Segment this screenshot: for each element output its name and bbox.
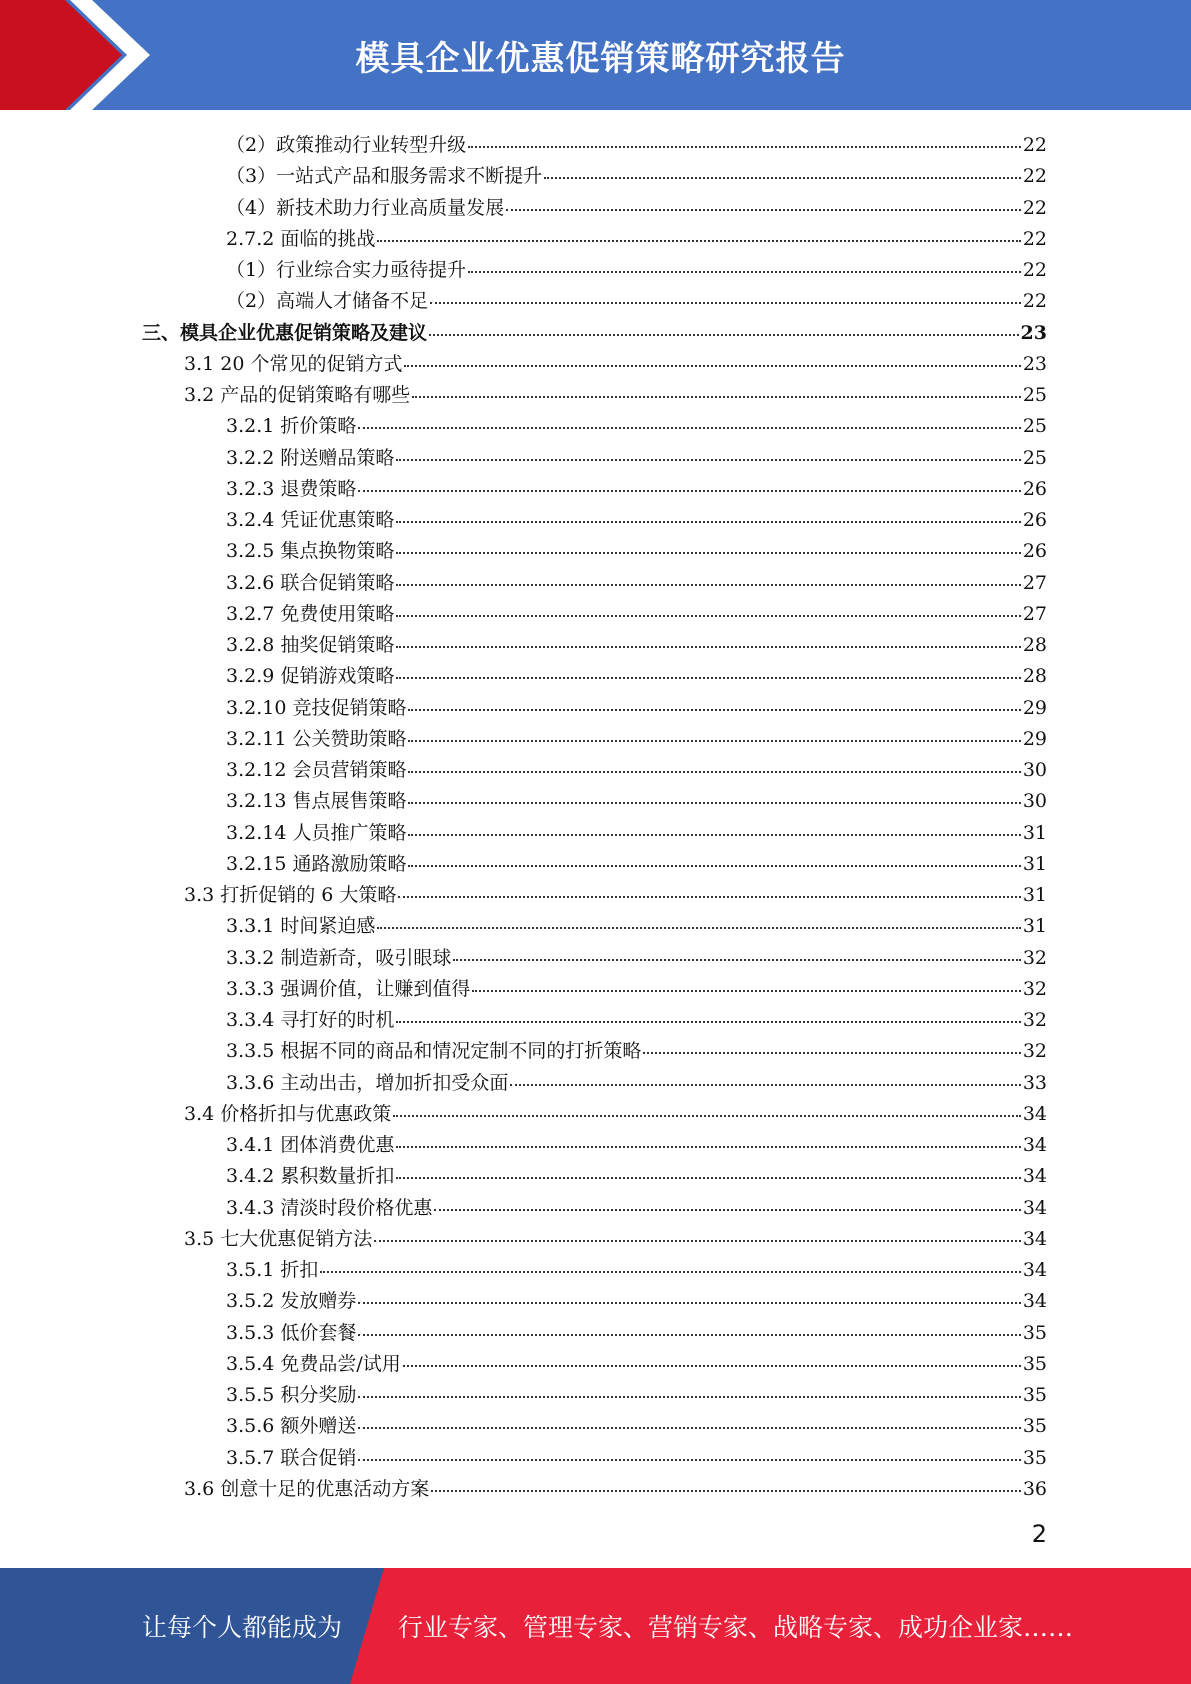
toc-entry[interactable] [226, 1440, 1047, 1471]
toc-entry[interactable] [142, 315, 1047, 346]
toc-leader-dots [403, 1343, 1021, 1367]
toc-entry[interactable] [226, 658, 1047, 689]
toc-entry[interactable] [226, 471, 1047, 502]
toc-entry-page: 22 [1022, 227, 1047, 250]
toc-entry[interactable] [184, 1096, 1047, 1127]
toc-leader-dots [396, 1155, 1020, 1179]
toc-entry-page: 33 [1022, 1071, 1047, 1094]
report-title: 模具企业优惠促销策略研究报告 [355, 38, 846, 79]
toc-entry-page: 29 [1022, 727, 1047, 750]
toc-entry-page: 34 [1022, 1165, 1047, 1188]
toc-leader-dots [358, 1374, 1020, 1398]
toc-entry-page: 25 [1022, 415, 1047, 438]
toc-entry-label: 3.2.8 抽奖促销策略 [226, 634, 395, 656]
toc-entry[interactable] [226, 940, 1047, 971]
toc-entry-page: 26 [1022, 540, 1047, 563]
toc-entry-page: 31 [1022, 821, 1047, 844]
toc-entry[interactable] [226, 908, 1047, 939]
toc-entry[interactable] [226, 627, 1047, 658]
toc-entry-label: 3.5.4 免费品尝/试用 [226, 1352, 401, 1375]
toc-entry-label: 3.3 打折促销的 6 大策略 [184, 884, 397, 906]
toc-leader-dots [404, 343, 1020, 367]
toc-entry-label: 3.3.2 制造新奇，吸引眼球 [226, 946, 452, 969]
toc-entry[interactable] [226, 1315, 1047, 1346]
toc-entry-label: 3.4 价格折扣与优惠政策 [184, 1102, 392, 1125]
toc-entry[interactable] [226, 1408, 1047, 1439]
toc-entry-page: 36 [1022, 1477, 1047, 1500]
toc-entry-page: 35 [1022, 1415, 1047, 1438]
toc-leader-dots [374, 1218, 1021, 1242]
toc-entry-page: 35 [1022, 1384, 1047, 1406]
toc-entry[interactable] [184, 377, 1047, 408]
toc-leader-dots [434, 1187, 1020, 1211]
toc-leader-dots [408, 812, 1020, 836]
toc-entry[interactable] [226, 283, 1047, 314]
toc-leader-dots [544, 155, 1021, 179]
toc-entry-page: 34 [1022, 1290, 1047, 1313]
toc-entry[interactable] [226, 1190, 1047, 1221]
toc-entry-page: 32 [1022, 1009, 1047, 1031]
toc-entry[interactable] [226, 190, 1047, 221]
toc-entry[interactable] [226, 1002, 1047, 1033]
toc-entry-page: 22 [1022, 290, 1047, 313]
toc-entry-label: （3）一站式产品和服务需求不断提升 [226, 165, 543, 188]
toc-entry-label: 3.2 产品的促销策略有哪些 [184, 384, 411, 406]
toc-leader-dots [408, 718, 1020, 742]
toc-entry-label: 3.3.1 时间紧迫感 [226, 915, 376, 938]
toc-entry-label: 三、模具企业优惠促销策略及建议 [142, 321, 428, 344]
toc-entry[interactable] [226, 1033, 1047, 1064]
toc-leader-dots [377, 905, 1020, 929]
toc-entry-label: 2.7.2 面临的挑战 [226, 227, 376, 250]
toc-leader-dots [320, 1249, 1020, 1273]
toc-entry-page: 32 [1022, 977, 1047, 1000]
toc-entry[interactable] [226, 1127, 1047, 1158]
toc-leader-dots [429, 312, 1019, 336]
toc-entry-label: 3.1 20 个常见的促销方式 [184, 352, 403, 375]
toc-entry-page: 30 [1022, 759, 1047, 781]
toc-entry[interactable] [226, 783, 1047, 814]
toc-entry-page: 27 [1022, 571, 1047, 594]
toc-entry-label: （2）政策推动行业转型升级 [226, 134, 467, 156]
toc-entry-page: 34 [1022, 1259, 1047, 1281]
toc-entry[interactable] [226, 565, 1047, 596]
toc-entry[interactable] [226, 440, 1047, 471]
toc-entry-label: 3.2.5 集点换物策略 [226, 540, 395, 563]
toc-entry[interactable] [184, 1221, 1047, 1252]
toc-entry-label: 3.2.12 会员营销策略 [226, 759, 407, 781]
toc-entry-label: 3.5.7 联合促销 [226, 1446, 357, 1469]
toc-entry[interactable] [184, 346, 1047, 377]
toc-entry[interactable] [226, 408, 1047, 439]
toc-leader-dots [396, 655, 1020, 679]
toc-leader-dots [396, 562, 1020, 586]
toc-entry[interactable] [226, 1346, 1047, 1377]
toc-leader-dots [468, 249, 1021, 273]
toc-entry-page: 31 [1022, 852, 1047, 875]
toc-entry-label: 3.2.6 联合促销策略 [226, 571, 395, 594]
toc-entry-label: （2）高端人才储备不足 [226, 290, 429, 313]
toc-leader-dots [358, 405, 1020, 429]
toc-leader-dots [430, 280, 1021, 304]
toc-entry-page: 34 [1022, 1196, 1047, 1219]
toc-leader-dots [358, 1280, 1020, 1304]
toc-entry[interactable] [226, 158, 1047, 189]
toc-entry[interactable] [226, 721, 1047, 752]
toc-entry-label: 3.2.4 凭证优惠策略 [226, 509, 395, 531]
toc-entry[interactable] [226, 252, 1047, 283]
toc-entry-page: 35 [1022, 1446, 1047, 1469]
toc-entry-page: 35 [1022, 1321, 1047, 1344]
toc-leader-dots [431, 1468, 1021, 1492]
toc-leader-dots [506, 187, 1021, 211]
toc-entry[interactable] [226, 752, 1047, 783]
toc-entry-page: 31 [1022, 915, 1047, 938]
toc-entry-label: 3.6 创意十足的优惠活动方案 [184, 1477, 430, 1500]
toc-entry-label: 3.2.14 人员推广策略 [226, 821, 407, 844]
toc-entry-label: 3.3.6 主动出击，增加折扣受众面 [226, 1071, 509, 1094]
toc-leader-dots [396, 624, 1020, 648]
toc-entry-page: 31 [1022, 884, 1047, 906]
toc-entry-page: 22 [1022, 165, 1047, 188]
toc-entry-label: 3.3.4 寻打好的时机 [226, 1009, 395, 1031]
toc-entry-label: 3.4.2 累积数量折扣 [226, 1165, 395, 1188]
toc-entry-page: 22 [1022, 196, 1047, 219]
toc-entry-label: 3.4.3 清淡时段价格优惠 [226, 1196, 433, 1219]
toc-entry[interactable] [226, 1158, 1047, 1189]
toc-entry-page: 32 [1022, 946, 1047, 969]
toc-leader-dots [358, 1405, 1020, 1429]
toc-entry-label: 3.2.9 促销游戏策略 [226, 665, 395, 688]
toc-leader-dots [408, 749, 1020, 773]
toc-leader-dots [408, 843, 1020, 867]
toc-entry-page: 23 [1022, 352, 1047, 375]
footer-slogan-right: 行业专家、管理专家、营销专家、战略专家、成功企业家…… [398, 1613, 1074, 1642]
toc-entry[interactable] [226, 1377, 1047, 1408]
toc-leader-dots [398, 874, 1020, 898]
toc-entry-label: 3.2.1 折价策略 [226, 415, 357, 438]
toc-entry-page: 25 [1022, 446, 1047, 469]
toc-entry[interactable] [226, 127, 1047, 158]
toc-entry-label: 3.2.2 附送赠品策略 [226, 446, 395, 469]
toc-entry-label: 3.5.5 积分奖励 [226, 1384, 357, 1406]
toc-entry-page: 25 [1022, 384, 1047, 406]
toc-entry-label: 3.2.10 竞技促销策略 [226, 696, 407, 719]
toc-leader-dots [412, 374, 1021, 398]
toc-entry-page: 34 [1022, 1227, 1047, 1250]
toc-entry-page: 29 [1022, 696, 1047, 719]
toc-leader-dots [358, 468, 1020, 492]
page-number: 2 [1031, 1520, 1047, 1548]
toc-entry-page: 28 [1022, 634, 1047, 656]
toc-entry-label: 3.5.1 折扣 [226, 1259, 319, 1281]
toc-entry-page: 22 [1022, 134, 1047, 156]
toc-leader-dots [377, 218, 1020, 242]
toc-leader-dots [643, 1030, 1020, 1054]
toc-leader-dots [396, 530, 1020, 554]
toc-entry-page: 32 [1022, 1040, 1047, 1063]
toc-entry-label: 3.4.1 团体消费优惠 [226, 1134, 395, 1156]
toc-entry-page: 26 [1022, 477, 1047, 500]
toc-entry[interactable] [226, 815, 1047, 846]
toc-entry-page: 35 [1022, 1352, 1047, 1375]
toc-leader-dots [408, 687, 1020, 711]
toc-entry[interactable] [226, 1283, 1047, 1314]
toc-entry-page: 34 [1022, 1102, 1047, 1125]
toc-entry[interactable] [226, 502, 1047, 533]
toc-leader-dots [396, 1124, 1020, 1148]
toc-entry[interactable] [226, 971, 1047, 1002]
toc-entry-page: 22 [1022, 259, 1047, 281]
toc-leader-dots [468, 124, 1021, 148]
toc-leader-dots [396, 437, 1020, 461]
toc-entry-label: 3.5 七大优惠促销方法 [184, 1227, 373, 1250]
toc-entry-label: （1）行业综合实力亟待提升 [226, 259, 467, 281]
toc-entry[interactable] [226, 690, 1047, 721]
toc-entry-label: 3.3.3 强调价值，让赚到值得 [226, 977, 471, 1000]
footer-slogan-left: 让每个人都能成为 [142, 1613, 343, 1642]
toc-entry-page: 30 [1022, 790, 1047, 813]
toc-leader-dots [510, 1062, 1020, 1086]
toc-leader-dots [393, 1093, 1021, 1117]
toc-entry-page: 34 [1022, 1134, 1047, 1156]
report-header [0, 0, 1191, 110]
toc-entry-label: （4）新技术助力行业高质量发展 [226, 196, 505, 219]
toc-entry-label: 3.3.5 根据不同的商品和情况定制不同的打折策略 [226, 1040, 642, 1063]
toc-entry[interactable] [226, 1252, 1047, 1283]
toc-entry[interactable] [226, 846, 1047, 877]
toc-entry-label: 3.2.11 公关赞助策略 [226, 727, 407, 750]
toc-leader-dots [472, 968, 1020, 992]
toc-entry-label: 3.2.7 免费使用策略 [226, 602, 395, 625]
toc-entry-label: 3.2.15 通路激励策略 [226, 852, 407, 875]
toc-entry[interactable] [226, 1065, 1047, 1096]
toc-leader-dots [358, 1312, 1020, 1336]
toc-entry-label: 3.5.3 低价套餐 [226, 1321, 357, 1344]
toc-entry-label: 3.5.6 额外赠送 [226, 1415, 357, 1438]
toc-entry-label: 3.2.13 售点展售策略 [226, 790, 407, 813]
toc-entry[interactable] [226, 533, 1047, 564]
toc-entry[interactable] [226, 596, 1047, 627]
toc-leader-dots [358, 1437, 1020, 1461]
toc-leader-dots [453, 937, 1020, 961]
toc-entry-label: 3.2.3 退费策略 [226, 477, 357, 500]
toc-leader-dots [396, 499, 1020, 523]
toc-leader-dots [396, 593, 1020, 617]
header-arrow-decoration [0, 0, 150, 110]
toc-entry-page: 27 [1022, 602, 1047, 625]
toc-entry-label: 3.5.2 发放赠券 [226, 1290, 357, 1313]
toc-entry[interactable] [184, 877, 1047, 908]
toc-leader-dots [396, 999, 1020, 1023]
toc-entry[interactable] [226, 221, 1047, 252]
toc-entry-page: 23 [1020, 321, 1047, 344]
toc-entry-page: 26 [1022, 509, 1047, 531]
toc-entry[interactable] [184, 1471, 1047, 1502]
toc-leader-dots [408, 780, 1020, 804]
toc-entry-page: 28 [1022, 665, 1047, 688]
footer-banner [0, 1568, 1191, 1684]
